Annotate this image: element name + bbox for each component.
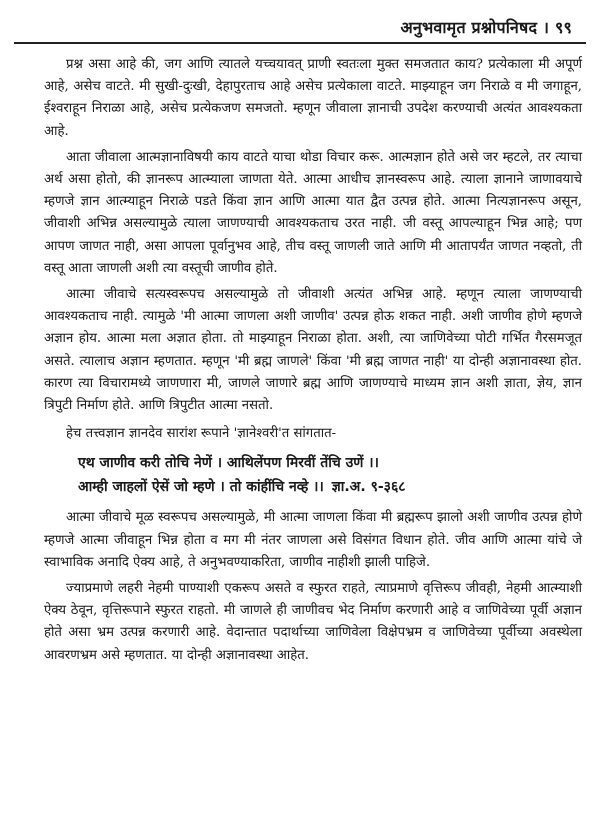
verse-line-2-wrap (78, 475, 582, 499)
page-header (0, 0, 600, 44)
verse-block (44, 451, 582, 499)
verse-line-1: एथ जाणीव करी तोचि नेणें । आथिलेंपण मिरवीं तेंचि उणें ।। (78, 455, 379, 472)
paragraph-2: आता जीवाला आत्मज्ञानाविषयी काय वाटते याचा थोडा विचार करू. आत्मज्ञान होते असे जर म्हटले, तर त्याचा अर्थ असा होतो, की ज्ञानरूप आत्म्याला जाणता येते. आत्मा आधीच ज्ञानस्वरूप आहे. त्याला ज्ञानाने जाणावयाचे म्हणजे ज्ञान आत्म्याहून निराळे पडते किंवा ज्ञान आणि आत्मा यात द्वैत उत्पन्न होते. आत्मा नित्यज्ञानरूप असून, जीवाशी अभिन्न असल्यामुळे त्याला जाणण्याची आवश्यकताच उरत नाही. जी वस्तू आपल्याहून भिन्न आहे; पण आपण जाणत नाही, असा आपला पूर्वानुभव आहे, तीच वस्तू जाणली जाते आणि मी आतापर्यंत जाणत नव्हतो, ती वस्तू आता जाणली अशी त्या वस्तूची जाणीव होते. (44, 149, 582, 276)
running-header-title: अनुभवामृत प्रश्नोपनिषद । ९९ (400, 18, 572, 37)
verse-reference: ज्ञा.अ. ९-३६८ (331, 479, 406, 496)
verse-line-2: आम्ही जाहलों ऐसें जो म्हणे । तो कांहींचि नव्हे ।। (78, 479, 324, 496)
page-body (44, 54, 582, 667)
paragraph-4: आत्मा जीवाचे मूळ स्वरूपच असल्यामुळे, मी आत्मा जाणला किंवा मी ब्रह्मरूप झालो अशी जाणीव उत्पन्न होणे म्हणजे आत्मा जीवाहून भिन्न होता व मग मी नंतर जाणला असे विसंगत विधान होते. जीव आणि आत्मा यांचे जे स्वाभाविक अनादि ऐक्य आहे, ते अनुभवण्याकरिता, जाणीव नाहीशी झाली पाहिजे. (44, 510, 582, 570)
paragraph-1: प्रश्न असा आहे की, जग आणि त्यातले यच्चयावत् प्राणी स्वतःला मुक्त समजतात काय? प्रत्येकाला मी अपूर्ण आहे, असेच वाटते. मी सुखी-दुःखी, देहापुरताच आहे असेच प्रत्येकाला वाटते. माझ्याहून जग निराळे व मी जगाहून, ईश्वराहून निराळा आहे, असेच प्रत्येकजण समजतो. म्हणून जीवाला ज्ञानाची उपदेश करण्याची अत्यंत आवश्यकता आहे. (44, 57, 582, 139)
verse-intro: हेच तत्त्वज्ञान ज्ञानदेव सारांश रूपाने 'ज्ञानेश्वरी'त सांगतात- (66, 426, 337, 442)
header-rule (14, 42, 586, 44)
paragraph-3: आत्मा जीवाचे सत्यस्वरूपच असल्यामुळे तो जीवाशी अत्यंत अभिन्न आहे. म्हणून त्याला जाणण्याची आवश्यकताच नाही. त्यामुळे 'मी आत्मा जाणला अशी जाणीव' उत्पन्न होऊ शकत नाही. अशी जाणीव होणे म्हणजे अज्ञान होय. आत्मा मला अज्ञात होता. तो माझ्याहून निराळा होता. अशी, त्या जाणिवेच्या पोटी गर्भित गैरसमजूत असते. त्यालाच अज्ञान म्हणतात. म्हणून 'मी ब्रह्म जाणले' किंवा 'मी ब्रह्म जाणत नाही' या दोन्ही अज्ञानावस्था होत. कारण त्या विचारामध्ये जाणणारा मी, जाणले जाणारे ब्रह्म आणि जाणण्याचे माध्यम ज्ञान अशी ज्ञाता, ज्ञेय, ज्ञान त्रिपुटी निर्माण होते. आणि त्रिपुटीत आत्मा नसतो. (44, 287, 582, 414)
paragraph-5: ज्याप्रमाणे लहरी नेहमी पाण्याशी एकरूप असते व स्फुरत राहते, त्याप्रमाणे वृत्तिरूप जीवही, नेहमी आत्म्याशी ऐक्य ठेवून, वृत्तिरूपाने स्फुरत राहतो. मी जाणले ही जाणीवच भेद निर्माण करणारी आहे व जाणिवेच्या पूर्वी अज्ञान होते असा भ्रम उत्पन्न करणारी आहे. वेदान्तात पदार्थाच्या जाणिवेला विक्षेपभ्रम व जाणिवेच्या पूर्वीच्या अवस्थेला आवरणभ्रम असे म्हणतात. या दोन्ही अज्ञानावस्था आहेत. (44, 581, 582, 663)
